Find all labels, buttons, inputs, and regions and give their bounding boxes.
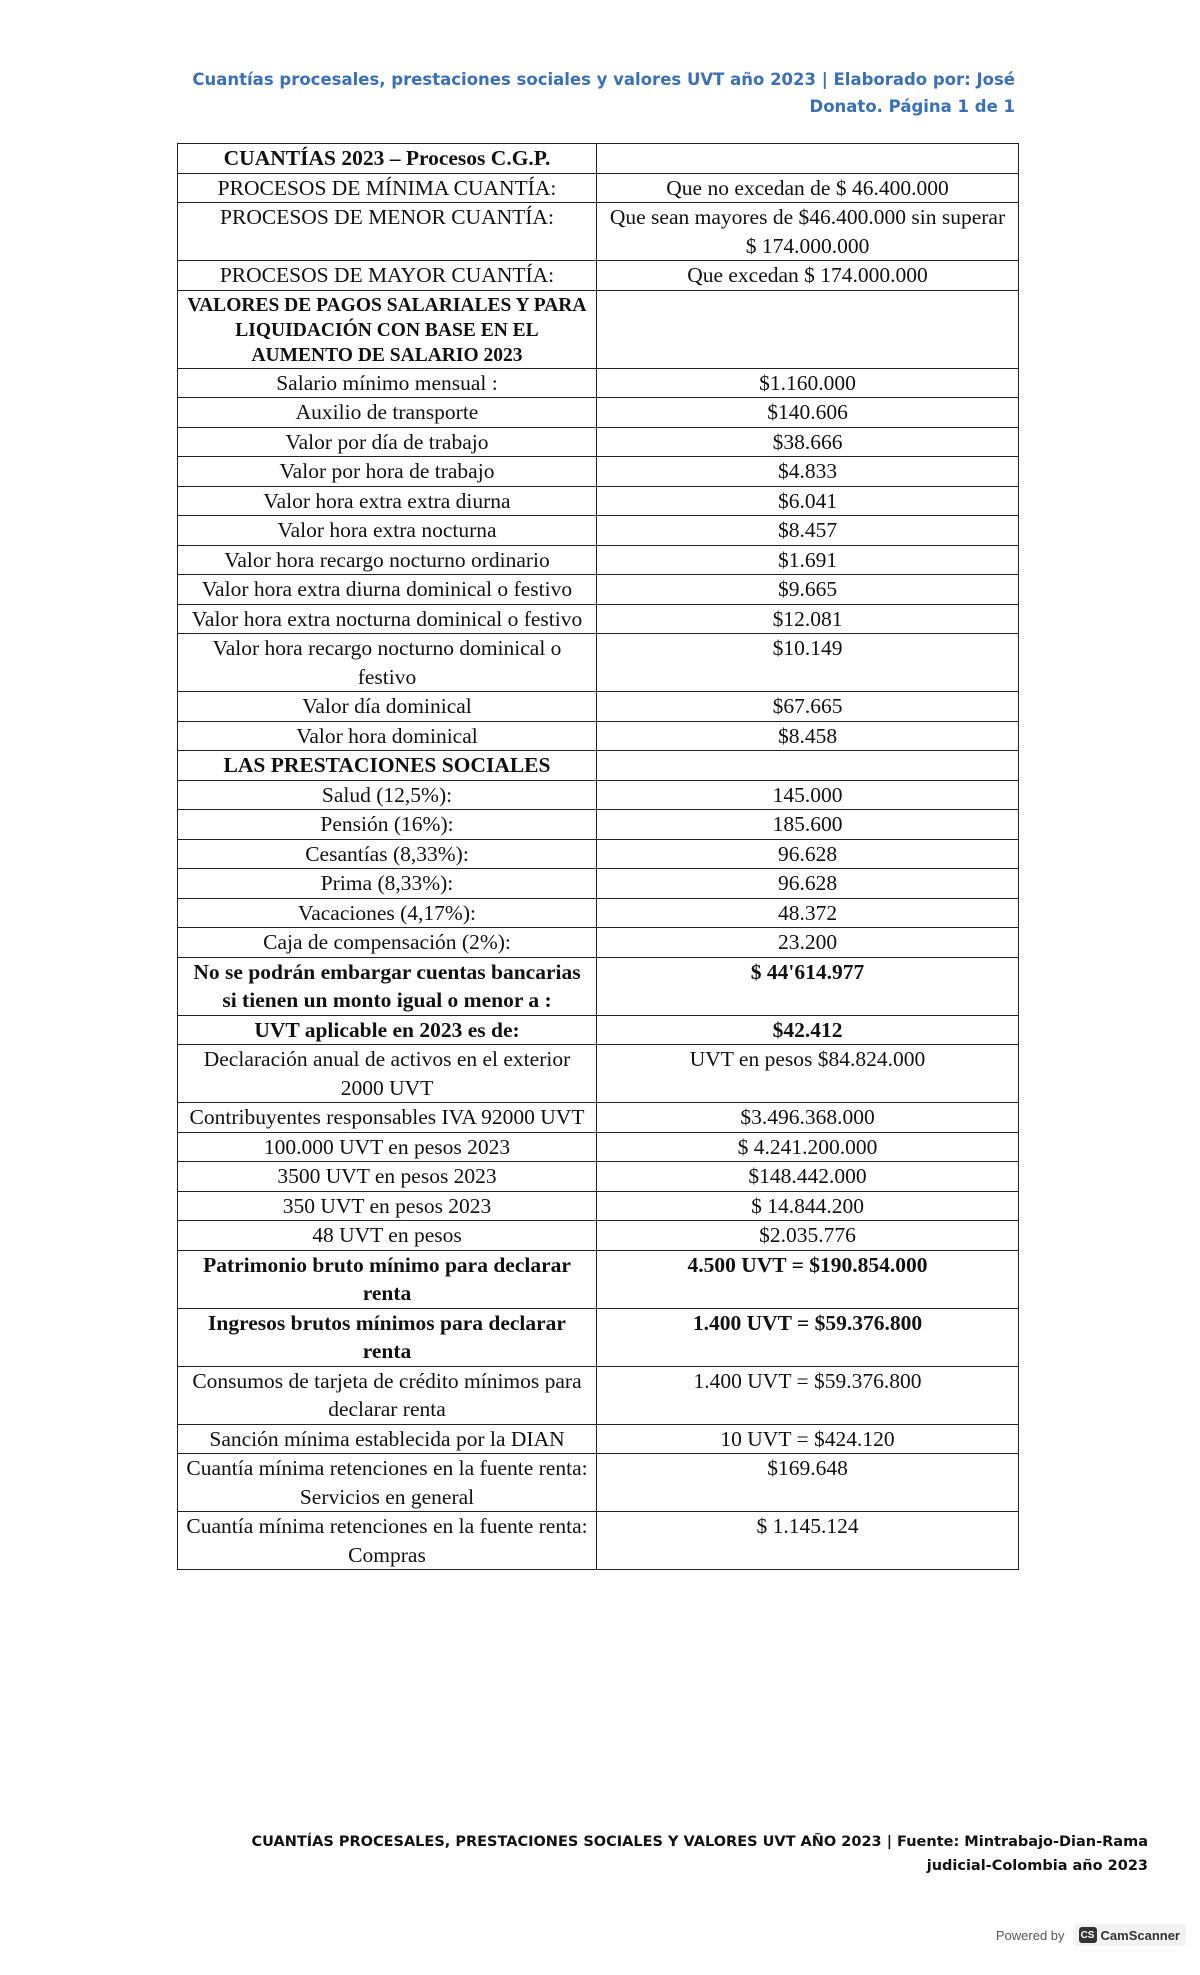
- row-label: Salud (12,5%):: [178, 780, 597, 810]
- row-label: 350 UVT en pesos 2023: [178, 1191, 597, 1221]
- row-label: Vacaciones (4,17%):: [178, 898, 597, 928]
- row-label: Valor hora extra nocturna: [178, 516, 597, 546]
- camscanner-logo: [1073, 1924, 1186, 1946]
- row-label: Cesantías (8,33%):: [178, 839, 597, 869]
- row-value: $148.442.000: [597, 1162, 1019, 1192]
- row-label: Declaración anual de activos en el exterior 2000 UVT: [178, 1045, 597, 1103]
- row-label: Patrimonio bruto mínimo para declarar renta: [178, 1250, 597, 1308]
- table-row: [178, 1250, 1019, 1308]
- table-row: [178, 1045, 1019, 1103]
- row-label: CUANTÍAS 2023 – Procesos C.G.P.: [178, 144, 597, 174]
- row-label: PROCESOS DE MAYOR CUANTÍA:: [178, 261, 597, 291]
- table-row: [178, 427, 1019, 457]
- powered-by-label: Powered by: [995, 1927, 1065, 1943]
- table-row: [178, 1221, 1019, 1251]
- table-row: [178, 486, 1019, 516]
- row-label: Valor por hora de trabajo: [178, 457, 597, 487]
- footer-line-1: CUANTÍAS PROCESALES, PRESTACIONES SOCIALES Y VALORES UVT AÑO 2023 | Fuente: Mintrabajo-Dian-Rama: [251, 1834, 1148, 1850]
- row-value: 1.400 UVT = $59.376.800: [597, 1308, 1019, 1366]
- row-label: Valor hora extra extra diurna: [178, 486, 597, 516]
- values-table-body: [178, 144, 1019, 1570]
- table-row: [178, 721, 1019, 751]
- row-value: $ 4.241.200.000: [597, 1132, 1019, 1162]
- row-value: $140.606: [597, 398, 1019, 428]
- table-row: [178, 144, 1019, 174]
- row-label: 3500 UVT en pesos 2023: [178, 1162, 597, 1192]
- row-label: Auxilio de transporte: [178, 398, 597, 428]
- row-value: 23.200: [597, 928, 1019, 958]
- row-value: $10.149: [597, 634, 1019, 692]
- row-value: $38.666: [597, 427, 1019, 457]
- row-value: $ 14.844.200: [597, 1191, 1019, 1221]
- row-label: Cuantía mínima retenciones en la fuente renta: Servicios en general: [178, 1454, 597, 1512]
- table-row: [178, 1308, 1019, 1366]
- row-value: 4.500 UVT = $190.854.000: [597, 1250, 1019, 1308]
- page-header: [115, 66, 1015, 120]
- table-row: [178, 1512, 1019, 1570]
- row-label: 48 UVT en pesos: [178, 1221, 597, 1251]
- table-row: [178, 1424, 1019, 1454]
- row-label: UVT aplicable en 2023 es de:: [178, 1015, 597, 1045]
- table-row: [178, 368, 1019, 398]
- table-row: [178, 810, 1019, 840]
- row-label: PROCESOS DE MENOR CUANTÍA:: [178, 203, 597, 261]
- row-value: $67.665: [597, 692, 1019, 722]
- row-value: $2.035.776: [597, 1221, 1019, 1251]
- row-value: 48.372: [597, 898, 1019, 928]
- table-row: [178, 173, 1019, 203]
- row-label: Valor hora extra nocturna dominical o festivo: [178, 604, 597, 634]
- row-value: $12.081: [597, 604, 1019, 634]
- table-row: [178, 575, 1019, 605]
- table-row: [178, 398, 1019, 428]
- row-value: [597, 290, 1019, 368]
- table-row: [178, 604, 1019, 634]
- header-line-2: Donato. Página 1 de 1: [809, 97, 1015, 116]
- footer-line-2: judicial-Colombia año 2023: [926, 1858, 1148, 1874]
- table-row: [178, 290, 1019, 368]
- row-value: 1.400 UVT = $59.376.800: [597, 1366, 1019, 1424]
- row-label: PROCESOS DE MÍNIMA CUANTÍA:: [178, 173, 597, 203]
- table-row: [178, 957, 1019, 1015]
- row-value: $1.691: [597, 545, 1019, 575]
- table-row: [178, 1191, 1019, 1221]
- row-label: Ingresos brutos mínimos para declarar renta: [178, 1308, 597, 1366]
- row-label: Valor día dominical: [178, 692, 597, 722]
- row-value: 96.628: [597, 869, 1019, 899]
- values-table: [177, 143, 1019, 1570]
- row-value: Que excedan $ 174.000.000: [597, 261, 1019, 291]
- row-value: 145.000: [597, 780, 1019, 810]
- header-line-1: Cuantías procesales, prestaciones sociales y valores UVT año 2023 | Elaborado por: José: [192, 70, 1015, 89]
- table-row: [178, 261, 1019, 291]
- row-value: $42.412: [597, 1015, 1019, 1045]
- row-value: $ 1.145.124: [597, 1512, 1019, 1570]
- row-label: Valor hora recargo nocturno dominical o festivo: [178, 634, 597, 692]
- row-label: Contribuyentes responsables IVA 92000 UVT: [178, 1103, 597, 1133]
- table-row: [178, 839, 1019, 869]
- table-row: [178, 780, 1019, 810]
- row-label: Sanción mínima establecida por la DIAN: [178, 1424, 597, 1454]
- row-value: $6.041: [597, 486, 1019, 516]
- table-row: [178, 634, 1019, 692]
- table-row: [178, 1162, 1019, 1192]
- row-value: $4.833: [597, 457, 1019, 487]
- row-label: Valor por día de trabajo: [178, 427, 597, 457]
- row-value: UVT en pesos $84.824.000: [597, 1045, 1019, 1103]
- row-value: $8.458: [597, 721, 1019, 751]
- table-row: [178, 1366, 1019, 1424]
- row-label: LAS PRESTACIONES SOCIALES: [178, 751, 597, 781]
- row-label: No se podrán embargar cuentas bancarias si tienen un monto igual o menor a :: [178, 957, 597, 1015]
- table-row: [178, 928, 1019, 958]
- row-value: [597, 751, 1019, 781]
- table-row: [178, 203, 1019, 261]
- row-label: Prima (8,33%):: [178, 869, 597, 899]
- row-value: [597, 144, 1019, 174]
- row-value: 185.600: [597, 810, 1019, 840]
- row-value: 96.628: [597, 839, 1019, 869]
- row-value: Que no excedan de $ 46.400.000: [597, 173, 1019, 203]
- table-row: [178, 545, 1019, 575]
- table-row: [178, 457, 1019, 487]
- row-value: Que sean mayores de $46.400.000 sin superar $ 174.000.000: [597, 203, 1019, 261]
- row-value: $ 44'614.977: [597, 957, 1019, 1015]
- row-label: 100.000 UVT en pesos 2023: [178, 1132, 597, 1162]
- table-row: [178, 1454, 1019, 1512]
- row-label: Pensión (16%):: [178, 810, 597, 840]
- row-label: Valor hora extra diurna dominical o festivo: [178, 575, 597, 605]
- row-value: 10 UVT = $424.120: [597, 1424, 1019, 1454]
- row-label: Valor hora recargo nocturno ordinario: [178, 545, 597, 575]
- row-label: Consumos de tarjeta de crédito mínimos para declarar renta: [178, 1366, 597, 1424]
- table-row: [178, 869, 1019, 899]
- table-row: [178, 516, 1019, 546]
- row-label: VALORES DE PAGOS SALARIALES Y PARA LIQUIDACIÓN CON BASE EN EL AUMENTO DE SALARIO 2023: [178, 290, 597, 368]
- table-row: [178, 1103, 1019, 1133]
- page-footer: [148, 1830, 1148, 1878]
- row-value: $9.665: [597, 575, 1019, 605]
- table-row: [178, 898, 1019, 928]
- row-label: Caja de compensación (2%):: [178, 928, 597, 958]
- camscanner-name: CamScanner: [1100, 1927, 1180, 1943]
- table-row: [178, 751, 1019, 781]
- row-label: Valor hora dominical: [178, 721, 597, 751]
- row-label: Salario mínimo mensual :: [178, 368, 597, 398]
- row-value: $169.648: [597, 1454, 1019, 1512]
- camscanner-icon: CS: [1079, 1927, 1097, 1943]
- table-row: [178, 1015, 1019, 1045]
- row-value: $8.457: [597, 516, 1019, 546]
- table-row: [178, 692, 1019, 722]
- table-row: [178, 1132, 1019, 1162]
- camscanner-watermark: [996, 1924, 1186, 1946]
- row-label: Cuantía mínima retenciones en la fuente renta: Compras: [178, 1512, 597, 1570]
- row-value: $1.160.000: [597, 368, 1019, 398]
- row-value: $3.496.368.000: [597, 1103, 1019, 1133]
